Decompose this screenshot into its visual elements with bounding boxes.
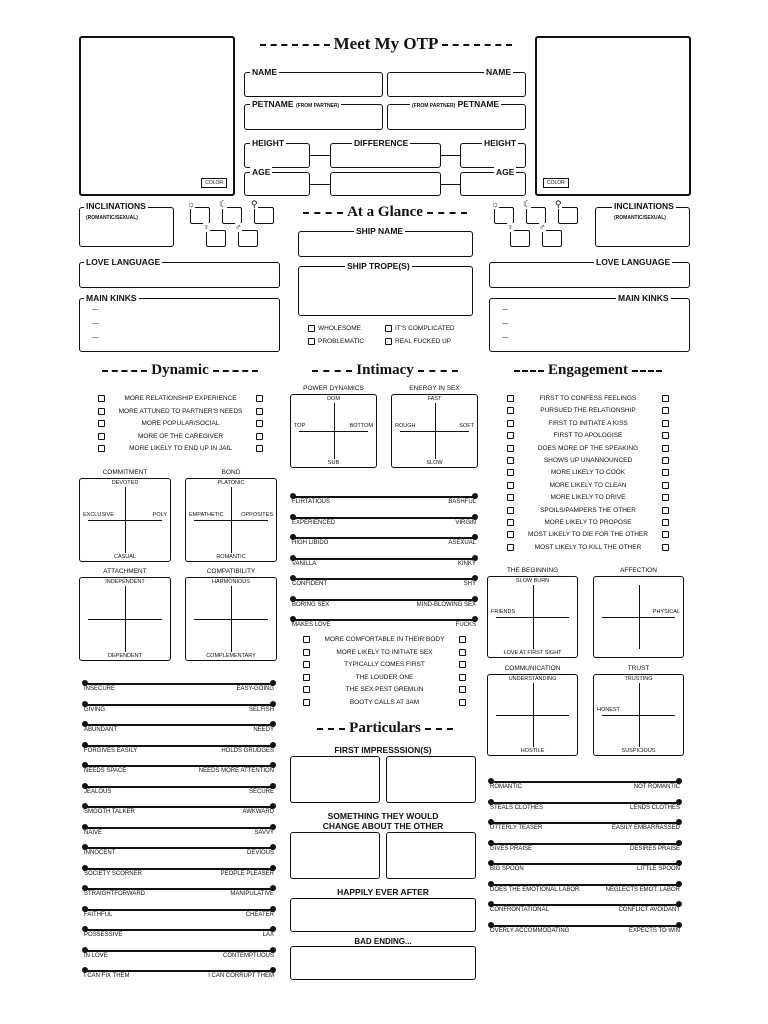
dynamic-checkbox-left[interactable] bbox=[98, 433, 105, 440]
dynamic-scale-right-label: EASY-GOING bbox=[236, 686, 274, 692]
intimacy-checkbox-right[interactable] bbox=[459, 636, 466, 643]
change-field-left[interactable] bbox=[290, 832, 380, 879]
engagement-item-label: MORE LIKELY TO CLEAN bbox=[549, 481, 627, 489]
engagement-item-label: MORE LIKELY TO COOK bbox=[550, 469, 626, 477]
dynamic-quad-grid[interactable] bbox=[185, 577, 277, 661]
engagement-checkbox-right[interactable] bbox=[662, 457, 669, 464]
engagement-scale-right-label: DESIRES PRAISE bbox=[629, 845, 680, 852]
wholesome-label: WHOLESOME bbox=[318, 325, 361, 332]
engagement-scale-right-label: LENDS CLOTHES bbox=[629, 804, 680, 811]
complicated-label: IT'S COMPLICATED bbox=[395, 325, 455, 332]
dynamic-scale-right-label: DEVIOUS bbox=[246, 850, 274, 856]
dynamic-scale-left-label: INSECURE bbox=[84, 686, 116, 692]
dynamic-quad-top-label: INDEPENDENT bbox=[105, 579, 145, 585]
intimacy-scale-left-label: FLIRTATIOUS bbox=[292, 499, 331, 505]
venus-icon: ♀ bbox=[507, 222, 514, 232]
age-difference-field[interactable] bbox=[330, 172, 441, 196]
dynamic-scale-right-label: PEOPLE PLEASER bbox=[220, 870, 274, 877]
left-portrait-frame[interactable] bbox=[79, 36, 235, 196]
engagement-checkbox-right[interactable] bbox=[662, 519, 669, 526]
engagement-checkbox-right[interactable] bbox=[662, 445, 669, 452]
intimacy-item-label: MORE COMFORTABLE IN THEIR BODY bbox=[324, 636, 445, 643]
dynamic-checkbox-left[interactable] bbox=[98, 408, 105, 415]
mars-symbol-box-left[interactable] bbox=[235, 222, 258, 247]
color-tag-left[interactable]: COLOR bbox=[201, 178, 227, 188]
rising-symbol-box-right[interactable] bbox=[555, 199, 578, 224]
complicated-checkbox[interactable] bbox=[385, 325, 392, 332]
intimacy-checkbox-right[interactable] bbox=[459, 649, 466, 656]
dynamic-scale-right-label: CONTEMPTUOUS bbox=[223, 952, 274, 959]
dynamic-scale-right-label: SECURE bbox=[248, 788, 274, 795]
intimacy-checkbox-left[interactable] bbox=[303, 661, 310, 668]
height-label-left: HEIGHT bbox=[252, 138, 285, 148]
venus-symbol-box-right[interactable] bbox=[507, 222, 530, 247]
intimacy-scale-right-label: ASEXUAL bbox=[448, 540, 476, 546]
dynamic-quad-top-label: HARMONIOUS bbox=[212, 579, 250, 585]
inclinations-label-left: INCLINATIONS (ROMANTIC/SEXUAL) bbox=[86, 201, 146, 221]
dynamic-quad-top-label: PLATONIC bbox=[217, 480, 245, 486]
main-kinks-label-right: MAIN KINKS bbox=[618, 293, 669, 303]
age-label-right: AGE bbox=[496, 167, 515, 177]
intimacy-scale-left-label: MAKES LOVE bbox=[292, 622, 331, 628]
dynamic-scale-left-label: GIVING bbox=[84, 706, 106, 713]
name-label-right: NAME bbox=[486, 67, 512, 77]
intimacy-scale-right-label: SHY bbox=[463, 581, 476, 587]
engagement-quad-grid[interactable] bbox=[593, 674, 684, 756]
mars-symbol-box-right[interactable] bbox=[539, 222, 562, 247]
dynamic-checkbox-right[interactable] bbox=[256, 395, 263, 402]
intimacy-scale[interactable] bbox=[292, 570, 476, 590]
dynamic-checkbox-right[interactable] bbox=[256, 433, 263, 440]
kink-dash: — bbox=[502, 320, 509, 327]
engagement-scale-left-label: DOES THE EMOTIONAL LABOR bbox=[490, 886, 580, 893]
dynamic-quad-grid[interactable] bbox=[79, 577, 171, 661]
ship-tropes-label: SHIP TROPE(S) bbox=[347, 261, 410, 271]
dynamic-scale-right-label: SELFISH bbox=[248, 706, 274, 713]
intimacy-item-label: THE SEX PEST GREMLIN bbox=[345, 686, 424, 693]
intimacy-checkbox-right[interactable] bbox=[459, 661, 466, 668]
dynamic-scale[interactable] bbox=[84, 880, 274, 900]
engagement-checkbox-left[interactable] bbox=[507, 469, 514, 476]
engagement-quad-title: COMMUNICATION bbox=[504, 665, 561, 672]
rising-icon: ⚲ bbox=[555, 199, 562, 209]
dynamic-title: Dynamic bbox=[80, 362, 280, 379]
intimacy-scale-right-label: BASHFUL bbox=[448, 499, 476, 505]
intimacy-scale[interactable] bbox=[292, 529, 476, 549]
problematic-label: PROBLEMATIC bbox=[318, 338, 365, 345]
page-title: Meet My OTP bbox=[243, 34, 529, 54]
engagement-scale[interactable] bbox=[490, 794, 680, 814]
dynamic-scale[interactable] bbox=[84, 716, 274, 736]
dynamic-scale-left-label: ABUNDANT bbox=[84, 727, 118, 733]
intimacy-checkbox-right[interactable] bbox=[459, 699, 466, 706]
main-kinks-field-right[interactable] bbox=[489, 298, 690, 352]
dynamic-scale-right-label: LAX bbox=[262, 932, 274, 938]
sun-icon: ☼ bbox=[491, 199, 500, 209]
dynamic-quad-left-label: EXCLUSIVE bbox=[83, 512, 114, 518]
intimacy-scale-right-label: KINKY bbox=[457, 560, 476, 567]
dynamic-quad-title: COMPATIBILITY bbox=[206, 568, 256, 575]
real-fucked-up-label: REAL FUCKED UP bbox=[395, 338, 452, 345]
dynamic-scale-left-label: JEALOUS bbox=[84, 788, 112, 795]
intimacy-item-label: THE LOUDER ONE bbox=[355, 673, 414, 681]
dynamic-scale[interactable] bbox=[84, 901, 274, 921]
change-field-right[interactable] bbox=[386, 832, 476, 879]
kink-dash: — bbox=[92, 306, 99, 313]
engagement-checkbox-left[interactable] bbox=[507, 407, 514, 414]
engagement-scale-right-label: NOT ROMANTIC bbox=[633, 784, 680, 790]
engagement-item-label: DOES MORE OF THE SPEAKING bbox=[537, 444, 639, 452]
dynamic-scale-right-label: HOLDS GRUDGES bbox=[221, 747, 274, 754]
ship-tropes-field[interactable] bbox=[298, 266, 473, 316]
intimacy-checkbox-right[interactable] bbox=[459, 686, 466, 693]
dynamic-quad-grid[interactable] bbox=[79, 478, 171, 562]
intimacy-scale-left-label: VANILLA bbox=[292, 560, 317, 567]
dynamic-quad-top-label: DEVOTED bbox=[111, 480, 139, 486]
dynamic-scale-left-label: NEEDS SPACE bbox=[84, 768, 127, 774]
intimacy-item-label: MORE LIKELY TO INITIATE SEX bbox=[336, 648, 433, 656]
dynamic-scale-right-label: NEEDS MORE ATTENTION bbox=[198, 768, 274, 774]
intimacy-scale[interactable] bbox=[292, 591, 476, 611]
dynamic-quad-grid[interactable] bbox=[185, 478, 277, 562]
engagement-item-label: SPOILS/PAMPERS THE OTHER bbox=[540, 506, 636, 514]
love-language-label-right: LOVE LANGUAGE bbox=[596, 257, 671, 267]
engagement-scale[interactable] bbox=[490, 896, 680, 916]
kink-dash: — bbox=[92, 334, 99, 341]
first-impressions-label: FIRST IMPRESSSION(S) bbox=[334, 745, 432, 755]
engagement-scale-left-label: STEALS CLOTHES bbox=[490, 804, 544, 811]
dynamic-quad-right-label: POLY bbox=[152, 512, 167, 518]
intimacy-checkbox-left[interactable] bbox=[303, 674, 310, 681]
problematic-checkbox[interactable] bbox=[308, 338, 315, 345]
happily-ever-after-label: HAPPILY EVER AFTER bbox=[337, 887, 429, 897]
dynamic-checkbox-left[interactable] bbox=[98, 445, 105, 452]
dynamic-scale[interactable] bbox=[84, 860, 274, 880]
dynamic-scale[interactable] bbox=[84, 921, 274, 941]
intimacy-quad-title: POWER DYNAMICS bbox=[303, 385, 364, 392]
rising-symbol-box-left[interactable] bbox=[251, 199, 274, 224]
engagement-checkbox-right[interactable] bbox=[662, 432, 669, 439]
engagement-title: Engagement bbox=[488, 362, 688, 379]
engagement-scale-left-label: BIG SPOON bbox=[490, 866, 524, 872]
engagement-scale-left-label: GIVES PRAISE bbox=[490, 845, 533, 852]
dynamic-scale-left-label: NAIVE bbox=[84, 829, 103, 836]
color-tag-right[interactable]: COLOR bbox=[543, 178, 569, 188]
engagement-checkbox-left[interactable] bbox=[507, 519, 514, 526]
right-portrait-frame[interactable] bbox=[535, 36, 691, 196]
intimacy-checkbox-left[interactable] bbox=[303, 699, 310, 706]
dynamic-scale[interactable] bbox=[84, 696, 274, 716]
engagement-scale[interactable] bbox=[490, 855, 680, 875]
dynamic-scale-left-label: INNOCENT bbox=[84, 850, 116, 856]
intimacy-scale[interactable] bbox=[292, 509, 476, 529]
engagement-item-label: MOST LIKELY TO DIE FOR THE OTHER bbox=[528, 531, 648, 539]
engagement-checkbox-left[interactable] bbox=[507, 494, 514, 501]
ship-name-label: SHIP NAME bbox=[356, 226, 404, 236]
intimacy-title: Intimacy bbox=[290, 362, 480, 379]
engagement-scale[interactable] bbox=[490, 917, 680, 937]
engagement-item-label: MORE LIKELY TO DRIVE bbox=[550, 494, 626, 502]
dynamic-scale-left-label: STRAIGHTFORWARD bbox=[84, 891, 145, 897]
engagement-quad-right-label: PHYSICAL bbox=[652, 609, 680, 615]
intimacy-quad-right-label: SOFT bbox=[459, 423, 474, 429]
engagement-checkbox-right[interactable] bbox=[662, 507, 669, 514]
happily-ever-after-field[interactable] bbox=[290, 898, 476, 932]
engagement-checkbox-left[interactable] bbox=[507, 457, 514, 464]
engagement-scale-right-label: EXPECTS TO WIN bbox=[628, 927, 680, 934]
intimacy-quad-grid[interactable] bbox=[290, 394, 377, 468]
dynamic-scale-left-label: I CAN FIX THEM bbox=[84, 973, 130, 979]
engagement-quad-title: AFFECTION bbox=[620, 567, 657, 574]
engagement-checkbox-right[interactable] bbox=[662, 482, 669, 489]
intimacy-quad-bottom-label: SUB bbox=[327, 460, 340, 466]
engagement-scale-left-label: OVERLY ACCOMMODATING bbox=[490, 927, 570, 934]
engagement-checkbox-left[interactable] bbox=[507, 395, 514, 402]
intimacy-item-label: TYPICALLY COMES FIRST bbox=[344, 661, 425, 668]
dynamic-quad-title: BOND bbox=[221, 469, 241, 476]
engagement-checkbox-right[interactable] bbox=[662, 469, 669, 476]
love-language-label-left: LOVE LANGUAGE bbox=[86, 257, 161, 267]
dynamic-item-label: MORE POPULAR/SOCIAL bbox=[141, 420, 220, 427]
engagement-quad-bottom-label: HOSTILE bbox=[520, 748, 545, 754]
intimacy-quad-bottom-label: SLOW bbox=[426, 460, 443, 466]
first-impression-field-right[interactable] bbox=[386, 756, 476, 803]
intimacy-checkbox-left[interactable] bbox=[303, 649, 310, 656]
engagement-quad-bottom-label: LOVE AT FIRST SIGHT bbox=[503, 650, 562, 656]
dynamic-scale[interactable] bbox=[84, 675, 274, 695]
petname-label-left: PETNAME (FROM PARTNER) bbox=[252, 99, 340, 109]
engagement-quad-left-label: HONEST bbox=[597, 707, 620, 713]
height-label-right: HEIGHT bbox=[484, 138, 517, 148]
dynamic-scale[interactable] bbox=[84, 962, 274, 982]
name-label-left: NAME bbox=[252, 67, 278, 77]
engagement-scale[interactable] bbox=[490, 835, 680, 855]
engagement-quad-top-label: UNDERSTANDING bbox=[508, 676, 557, 682]
dynamic-scale[interactable] bbox=[84, 942, 274, 962]
intimacy-scale-right-label: MIND-BLOWING SEX bbox=[416, 601, 476, 608]
engagement-quad-top-label: TRUSTING bbox=[624, 676, 653, 682]
intimacy-item-label: BOOTY CALLS AT 3AM bbox=[349, 698, 420, 706]
dynamic-quad-right-label: OPPOSITES bbox=[241, 512, 273, 518]
intimacy-scale-left-label: CONFIDENT bbox=[292, 581, 327, 587]
dynamic-quad-left-label: EMPATHETIC bbox=[189, 512, 224, 518]
dynamic-checkbox-right[interactable] bbox=[256, 445, 263, 452]
engagement-checkbox-left[interactable] bbox=[507, 432, 514, 439]
intimacy-scale-right-label: VIRGIN bbox=[455, 519, 476, 526]
mars-icon: ♂ bbox=[539, 222, 546, 232]
dynamic-checkbox-left[interactable] bbox=[98, 420, 105, 427]
intimacy-quad-top-label: FAST bbox=[427, 396, 442, 402]
dynamic-quad-bottom-label: ROMANTIC bbox=[216, 554, 246, 560]
intimacy-scale-left-label: BORING SEX bbox=[292, 601, 330, 608]
intimacy-scale-left-label: HIGH LIBIDO bbox=[292, 540, 329, 546]
dynamic-checkbox-left[interactable] bbox=[98, 395, 105, 402]
dynamic-scale-left-label: IN LOVE bbox=[84, 952, 108, 959]
engagement-scale-right-label: NEGLECTS EMOT. LABOR bbox=[605, 886, 680, 893]
age-label-left: AGE bbox=[252, 167, 271, 177]
engagement-checkbox-left[interactable] bbox=[507, 445, 514, 452]
bad-ending-field[interactable] bbox=[290, 946, 476, 980]
intimacy-quad-top-label: DOM bbox=[327, 396, 340, 402]
rising-icon: ⚲ bbox=[251, 199, 258, 209]
intimacy-scale[interactable] bbox=[292, 488, 476, 508]
dynamic-quad-title: COMMITMENT bbox=[102, 469, 148, 476]
engagement-checkbox-left[interactable] bbox=[507, 482, 514, 489]
dynamic-scale-left-label: POSSESSIVE bbox=[84, 932, 123, 938]
engagement-checkbox-right[interactable] bbox=[662, 395, 669, 402]
engagement-checkbox-left[interactable] bbox=[507, 420, 514, 427]
moon-icon: ☾ bbox=[219, 199, 228, 209]
particulars-title: Particulars bbox=[290, 720, 480, 737]
engagement-quad-title: THE BEGINNING bbox=[506, 567, 559, 574]
wholesome-checkbox[interactable] bbox=[308, 325, 315, 332]
glance-title: At a Glance bbox=[290, 204, 480, 221]
engagement-quad-grid[interactable] bbox=[593, 576, 684, 658]
engagement-scale-right-label: EASILY EMBARRASSED bbox=[611, 825, 680, 831]
intimacy-quad-right-label: BOTTOM bbox=[349, 423, 373, 429]
engagement-scale-left-label: ROMANTIC bbox=[490, 784, 522, 790]
main-kinks-field-left[interactable] bbox=[79, 298, 280, 352]
engagement-item-label: FIRST TO CONFESS FEELINGS bbox=[539, 395, 637, 402]
dynamic-item-label: MORE ATTUNED TO PARTNER'S NEEDS bbox=[118, 407, 243, 415]
intimacy-quad-title: ENERGY IN SEX bbox=[409, 385, 460, 392]
intimacy-quad-grid[interactable] bbox=[391, 394, 478, 468]
intimacy-scale[interactable] bbox=[292, 611, 476, 631]
engagement-scale[interactable] bbox=[490, 814, 680, 834]
engagement-checkbox-right[interactable] bbox=[662, 407, 669, 414]
engagement-quad-top-label: SLOW BURN bbox=[515, 578, 550, 584]
engagement-quad-grid[interactable] bbox=[487, 674, 578, 756]
engagement-quad-grid[interactable] bbox=[487, 576, 578, 658]
dynamic-scale-right-label: NEEDY bbox=[253, 727, 274, 733]
intimacy-checkbox-left[interactable] bbox=[303, 636, 310, 643]
dynamic-quad-bottom-label: CASUAL bbox=[113, 554, 136, 560]
dynamic-scale-left-label: SOCIETY SCORNER bbox=[84, 870, 142, 877]
kink-dash: — bbox=[502, 306, 509, 313]
difference-label: DIFFERENCE bbox=[354, 138, 409, 148]
bad-ending-label: BAD ENDING... bbox=[354, 937, 412, 946]
engagement-quad-left-label: FRIENDS bbox=[491, 609, 516, 615]
engagement-checkbox-right[interactable] bbox=[662, 494, 669, 501]
engagement-item-label: MORE LIKELY TO PROPOSE bbox=[544, 519, 632, 526]
dynamic-scale-right-label: CHEATER bbox=[245, 911, 274, 918]
engagement-item-label: PURSUED THE RELATIONSHIP bbox=[540, 407, 636, 415]
dynamic-scale[interactable] bbox=[84, 819, 274, 839]
intimacy-scale-right-label: FUCKS bbox=[455, 622, 476, 628]
engagement-scale[interactable] bbox=[490, 876, 680, 896]
venus-symbol-box-left[interactable] bbox=[203, 222, 226, 247]
dynamic-scale-left-label: FORGIVES EASILY bbox=[84, 747, 138, 754]
engagement-item-label: SHOWS UP UNANNOUNCED bbox=[543, 457, 633, 464]
intimacy-quad-left-label: ROUGH bbox=[395, 423, 416, 429]
intimacy-checkbox-left[interactable] bbox=[303, 686, 310, 693]
dynamic-quad-bottom-label: COMPLEMENTARY bbox=[206, 653, 256, 659]
intimacy-quad-left-label: TOP bbox=[294, 423, 306, 429]
engagement-checkbox-left[interactable] bbox=[507, 507, 514, 514]
kink-dash: — bbox=[502, 334, 509, 341]
real-fucked-up-checkbox[interactable] bbox=[385, 338, 392, 345]
engagement-scale-right-label: LITTLE SPOON bbox=[636, 866, 680, 872]
kink-dash: — bbox=[92, 320, 99, 327]
dynamic-scale[interactable] bbox=[84, 778, 274, 798]
dynamic-item-label: MORE RELATIONSHIP EXPERIENCE bbox=[124, 395, 237, 402]
dynamic-checkbox-right[interactable] bbox=[256, 420, 263, 427]
dynamic-scale-right-label: AWKWARD bbox=[242, 809, 274, 815]
dynamic-item-label: MORE LIKELY TO END UP IN JAIL bbox=[129, 445, 232, 452]
engagement-scale[interactable] bbox=[490, 773, 680, 793]
engagement-item-label: FIRST TO APOLOGISE bbox=[553, 432, 623, 440]
intimacy-scale[interactable] bbox=[292, 550, 476, 570]
dynamic-quad-bottom-label: DEPENDENT bbox=[108, 653, 142, 659]
dynamic-scale-right-label: SAVVY bbox=[254, 829, 274, 836]
main-kinks-label-left: MAIN KINKS bbox=[86, 293, 137, 303]
engagement-quad-bottom-label: SUSPICIOUS bbox=[621, 748, 656, 754]
intimacy-scale-left-label: EXPERIENCED bbox=[292, 519, 336, 526]
petname-label-right: (FROM PARTNER) PETNAME bbox=[412, 99, 500, 109]
dynamic-scale[interactable] bbox=[84, 798, 274, 818]
engagement-checkbox-right[interactable] bbox=[662, 420, 669, 427]
venus-icon: ♀ bbox=[203, 222, 210, 232]
dynamic-scale-left-label: SMOOTH TALKER bbox=[84, 809, 135, 815]
dynamic-checkbox-right[interactable] bbox=[256, 408, 263, 415]
dynamic-quad-title: ATTACHMENT bbox=[103, 568, 147, 575]
dynamic-scale-right-label: I CAN CORRUPT THEM bbox=[208, 973, 274, 979]
dynamic-scale-left-label: FAITHFUL bbox=[84, 911, 113, 918]
moon-icon: ☾ bbox=[523, 199, 532, 209]
engagement-scale-right-label: CONFLICT AVOIDANT bbox=[618, 907, 680, 913]
dynamic-item-label: MORE OF THE CAREGIVER bbox=[137, 432, 224, 440]
sun-icon: ☼ bbox=[187, 199, 196, 209]
engagement-quad-title: TRUST bbox=[627, 665, 650, 672]
engagement-scale-left-label: CONFRONTATIONAL bbox=[490, 907, 549, 913]
engagement-checkbox-right[interactable] bbox=[662, 544, 669, 551]
dynamic-scale[interactable] bbox=[84, 737, 274, 757]
intimacy-checkbox-right[interactable] bbox=[459, 674, 466, 681]
dynamic-scale[interactable] bbox=[84, 757, 274, 777]
inclinations-label-right: INCLINATIONS (ROMANTIC/SEXUAL) bbox=[614, 201, 674, 221]
dynamic-scale-right-label: MANIPULATIVE bbox=[230, 891, 274, 897]
first-impression-field-left[interactable] bbox=[290, 756, 380, 803]
engagement-item-label: FIRST TO INITIATE A KISS bbox=[548, 419, 628, 427]
engagement-checkbox-left[interactable] bbox=[507, 531, 514, 538]
change-about-label: SOMETHING THEY WOULD CHANGE ABOUT THE OTHER bbox=[322, 811, 444, 831]
dynamic-scale[interactable] bbox=[84, 839, 274, 859]
mars-icon: ♂ bbox=[235, 222, 242, 232]
engagement-scale-left-label: UTTERLY TEASER bbox=[490, 825, 543, 831]
engagement-item-label: MOST LIKELY TO KILL THE OTHER bbox=[534, 543, 642, 551]
engagement-checkbox-left[interactable] bbox=[507, 544, 514, 551]
engagement-checkbox-right[interactable] bbox=[662, 531, 669, 538]
